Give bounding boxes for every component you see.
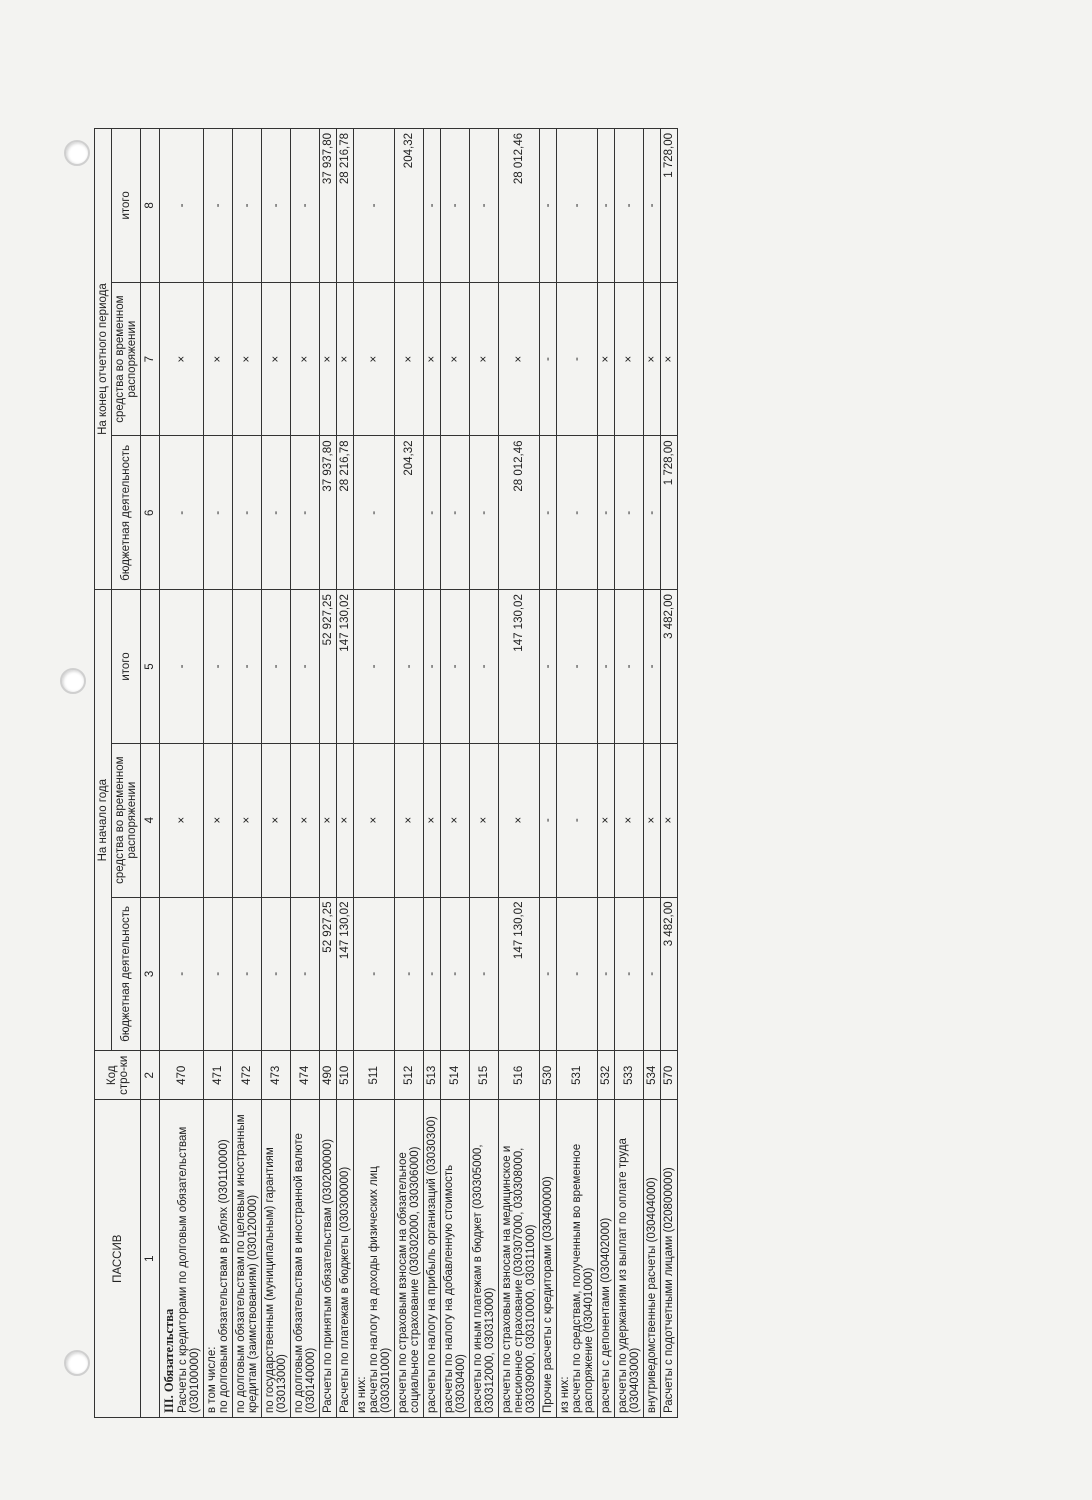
begin-total-cell: - bbox=[354, 590, 395, 744]
row-label bbox=[233, 1100, 262, 1418]
row-code: 470 bbox=[160, 1051, 204, 1100]
row-name: расчеты по налогу на доходы физических лиц (030301000) bbox=[368, 1166, 392, 1413]
begin-temp-cell: × bbox=[441, 743, 470, 897]
begin-temp-cell: × bbox=[233, 743, 262, 897]
row-code: 474 bbox=[291, 1051, 320, 1100]
end-budget-cell: - bbox=[160, 436, 204, 590]
table-row bbox=[204, 129, 233, 1418]
begin-temp-cell: × bbox=[204, 743, 233, 897]
row-name: по долговым обязательствам по целевым иностранным кредитам (заимствованиям) (030120000) bbox=[235, 1114, 259, 1413]
begin-budget-cell: - bbox=[233, 897, 262, 1051]
begin-budget-cell: - bbox=[615, 897, 644, 1051]
end-total-cell: - bbox=[262, 129, 291, 283]
end-temp-cell: × bbox=[262, 282, 291, 436]
row-name: расчеты по средствам, полученным во временное распоряжение (030401000) bbox=[571, 1143, 595, 1413]
row-code: 531 bbox=[557, 1051, 598, 1100]
row-name: расчеты по иным платежам в бюджет (030305000, 030312000, 030313000) bbox=[472, 1144, 496, 1413]
table-row bbox=[661, 129, 678, 1418]
begin-temp-cell: × bbox=[661, 743, 678, 897]
column-index: 4 bbox=[141, 743, 160, 897]
end-total-cell: - bbox=[204, 129, 233, 283]
section-title: III. Обязательства bbox=[162, 1308, 176, 1413]
liabilities-table bbox=[94, 128, 678, 1418]
begin-temp-cell: × bbox=[470, 743, 499, 897]
row-code: 513 bbox=[424, 1051, 441, 1100]
begin-total-cell: - bbox=[598, 590, 615, 744]
end-budget-cell: - bbox=[644, 436, 661, 590]
begin-temp-cell: × bbox=[644, 743, 661, 897]
row-prefix: в том числе: bbox=[206, 1346, 218, 1413]
row-code: 516 bbox=[499, 1051, 540, 1100]
row-code: 533 bbox=[615, 1051, 644, 1100]
row-label bbox=[615, 1100, 644, 1418]
begin-total-cell: - bbox=[204, 590, 233, 744]
end-temp-cell: × bbox=[320, 282, 337, 436]
row-name: по государственным (муниципальным) гарантиям (03013000) bbox=[264, 1147, 288, 1413]
row-label bbox=[499, 1100, 540, 1418]
column-index: 5 bbox=[141, 590, 160, 744]
end-total-cell: 37 937,80 bbox=[320, 129, 337, 283]
begin-temp-cell: × bbox=[262, 743, 291, 897]
table-row bbox=[598, 129, 615, 1418]
table-row bbox=[615, 129, 644, 1418]
end-temp-cell: × bbox=[470, 282, 499, 436]
table-row bbox=[262, 129, 291, 1418]
begin-budget-cell: - bbox=[424, 897, 441, 1051]
end-total-cell: - bbox=[540, 129, 557, 283]
end-temp-cell: × bbox=[337, 282, 354, 436]
end-total-cell: - bbox=[598, 129, 615, 283]
row-label bbox=[160, 1100, 204, 1418]
row-code: 511 bbox=[354, 1051, 395, 1100]
end-temp-cell: - bbox=[557, 282, 598, 436]
begin-total-cell: - bbox=[557, 590, 598, 744]
row-name: расчеты по налогу на прибыль организаций (03030300) bbox=[426, 1116, 438, 1413]
begin-temp-cell: - bbox=[557, 743, 598, 897]
end-total-cell: - bbox=[441, 129, 470, 283]
row-name: расчеты по страховым взносам на обязательное социальное страхование (030302000, 030306000) bbox=[397, 1146, 421, 1413]
table-row bbox=[499, 129, 540, 1418]
row-label bbox=[470, 1100, 499, 1418]
row-code: 512 bbox=[395, 1051, 424, 1100]
begin-total-cell: - bbox=[233, 590, 262, 744]
table-row bbox=[291, 129, 320, 1418]
row-label bbox=[204, 1100, 233, 1418]
begin-budget-cell: - bbox=[470, 897, 499, 1051]
table-row bbox=[557, 129, 598, 1418]
punch-hole bbox=[64, 1350, 90, 1376]
begin-total-cell: - bbox=[615, 590, 644, 744]
end-temp-cell: × bbox=[661, 282, 678, 436]
column-index: 1 bbox=[141, 1100, 160, 1418]
begin-temp-cell: × bbox=[395, 743, 424, 897]
row-name: расчеты с депонентами (030402000) bbox=[600, 1217, 612, 1413]
end-budget-cell: - bbox=[615, 436, 644, 590]
row-code: 472 bbox=[233, 1051, 262, 1100]
end-temp-cell: × bbox=[441, 282, 470, 436]
end-temp-cell: × bbox=[598, 282, 615, 436]
end-budget-cell: 28 012,46 bbox=[499, 436, 540, 590]
row-name: Расчеты с подотчетными лицами (020800000) bbox=[663, 1167, 675, 1413]
begin-temp-cell: × bbox=[615, 743, 644, 897]
row-label bbox=[441, 1100, 470, 1418]
end-total-cell: - bbox=[615, 129, 644, 283]
table-row bbox=[354, 129, 395, 1418]
begin-budget-cell: - bbox=[540, 897, 557, 1051]
row-label bbox=[337, 1100, 354, 1418]
header-temp: средства во временном распоряжении bbox=[112, 743, 141, 897]
begin-temp-cell: × bbox=[291, 743, 320, 897]
begin-temp-cell: × bbox=[320, 743, 337, 897]
end-temp-cell: × bbox=[233, 282, 262, 436]
end-temp-cell: × bbox=[354, 282, 395, 436]
end-temp-cell: - bbox=[540, 282, 557, 436]
row-label bbox=[557, 1100, 598, 1418]
row-name: расчеты по налогу на добавленную стоимость (03030400) bbox=[443, 1164, 467, 1413]
end-temp-cell: × bbox=[204, 282, 233, 436]
end-total-cell: - bbox=[233, 129, 262, 283]
begin-temp-cell: - bbox=[540, 743, 557, 897]
row-name: Расчеты с кредиторами по долговым обязательствам (030100000) bbox=[177, 1126, 201, 1413]
end-total-cell: 1 728,00 bbox=[661, 129, 678, 283]
begin-budget-cell: 3 482,00 bbox=[661, 897, 678, 1051]
begin-budget-cell: - bbox=[395, 897, 424, 1051]
end-budget-cell: - bbox=[354, 436, 395, 590]
header-begin-year: На начало года bbox=[95, 590, 112, 1051]
table-row bbox=[540, 129, 557, 1418]
row-label bbox=[540, 1100, 557, 1418]
column-index: 2 bbox=[141, 1051, 160, 1100]
row-prefix: из них: bbox=[559, 1376, 571, 1413]
end-total-cell: - bbox=[354, 129, 395, 283]
end-budget-cell: - bbox=[598, 436, 615, 590]
row-label bbox=[661, 1100, 678, 1418]
row-code: 514 bbox=[441, 1051, 470, 1100]
begin-budget-cell: - bbox=[204, 897, 233, 1051]
row-code: 534 bbox=[644, 1051, 661, 1100]
begin-total-cell: 3 482,00 bbox=[661, 590, 678, 744]
begin-budget-cell: - bbox=[598, 897, 615, 1051]
end-budget-cell: - bbox=[204, 436, 233, 590]
end-budget-cell: - bbox=[291, 436, 320, 590]
begin-total-cell: - bbox=[470, 590, 499, 744]
column-index: 3 bbox=[141, 897, 160, 1051]
row-code: 490 bbox=[320, 1051, 337, 1100]
begin-temp-cell: × bbox=[354, 743, 395, 897]
begin-total-cell: - bbox=[441, 590, 470, 744]
begin-temp-cell: × bbox=[598, 743, 615, 897]
table-row bbox=[470, 129, 499, 1418]
end-budget-cell: - bbox=[470, 436, 499, 590]
begin-budget-cell: - bbox=[354, 897, 395, 1051]
begin-total-cell: - bbox=[262, 590, 291, 744]
end-total-cell: - bbox=[644, 129, 661, 283]
end-temp-cell: × bbox=[160, 282, 204, 436]
row-name: по долговым обязательствам в иностранной валюте (030140000) bbox=[293, 1133, 317, 1413]
begin-budget-cell: 147 130,02 bbox=[337, 897, 354, 1051]
row-code: 471 bbox=[204, 1051, 233, 1100]
row-label bbox=[291, 1100, 320, 1418]
row-label bbox=[320, 1100, 337, 1418]
row-name: по долговым обязательствам в рублях (030110000) bbox=[218, 1139, 230, 1413]
end-budget-cell: - bbox=[557, 436, 598, 590]
end-total-cell: 28 216,78 bbox=[337, 129, 354, 283]
end-budget-cell: 204,32 bbox=[395, 436, 424, 590]
begin-total-cell: 147 130,02 bbox=[499, 590, 540, 744]
row-code: 515 bbox=[470, 1051, 499, 1100]
header-name: ПАССИВ bbox=[95, 1100, 141, 1418]
begin-budget-cell: - bbox=[441, 897, 470, 1051]
header-budget: бюджетная деятельность bbox=[112, 897, 141, 1051]
begin-total-cell: - bbox=[160, 590, 204, 744]
header-code: Код стро-ки bbox=[95, 1051, 141, 1100]
row-name: Расчеты по платежам в бюджеты (030300000) bbox=[339, 1166, 351, 1413]
begin-budget-cell: 147 130,02 bbox=[499, 897, 540, 1051]
row-code: 530 bbox=[540, 1051, 557, 1100]
end-budget-cell: 37 937,80 bbox=[320, 436, 337, 590]
table-row bbox=[233, 129, 262, 1418]
end-temp-cell: × bbox=[291, 282, 320, 436]
begin-total-cell: - bbox=[395, 590, 424, 744]
row-name: расчеты по удержаниям из выплат по оплате труда (030403000) bbox=[617, 1138, 641, 1413]
begin-total-cell: - bbox=[291, 590, 320, 744]
row-prefix: из них: bbox=[356, 1376, 368, 1413]
end-total-cell: - bbox=[291, 129, 320, 283]
end-budget-cell: 28 216,78 bbox=[337, 436, 354, 590]
end-temp-cell: × bbox=[615, 282, 644, 436]
end-total-cell: - bbox=[160, 129, 204, 283]
column-index: 6 bbox=[141, 436, 160, 590]
begin-budget-cell: - bbox=[557, 897, 598, 1051]
header-budget: бюджетная деятельность bbox=[112, 436, 141, 590]
begin-budget-cell: 52 927,25 bbox=[320, 897, 337, 1051]
begin-total-cell: - bbox=[424, 590, 441, 744]
row-name: внутриведомственные расчеты (030404000) bbox=[646, 1177, 658, 1413]
row-name: Прочие расчеты с кредиторами (030400000) bbox=[542, 1176, 554, 1413]
column-index: 8 bbox=[141, 129, 160, 283]
begin-temp-cell: × bbox=[499, 743, 540, 897]
table-row bbox=[424, 129, 441, 1418]
row-label bbox=[354, 1100, 395, 1418]
end-budget-cell: - bbox=[262, 436, 291, 590]
table-row bbox=[644, 129, 661, 1418]
begin-total-cell: 52 927,25 bbox=[320, 590, 337, 744]
begin-temp-cell: × bbox=[424, 743, 441, 897]
begin-total-cell: - bbox=[540, 590, 557, 744]
row-label bbox=[395, 1100, 424, 1418]
row-label bbox=[424, 1100, 441, 1418]
end-total-cell: - bbox=[424, 129, 441, 283]
row-label bbox=[262, 1100, 291, 1418]
end-budget-cell: 1 728,00 bbox=[661, 436, 678, 590]
table-row bbox=[395, 129, 424, 1418]
rotated-table-wrapper bbox=[94, 133, 974, 1418]
end-temp-cell: × bbox=[395, 282, 424, 436]
end-total-cell: - bbox=[470, 129, 499, 283]
begin-budget-cell: - bbox=[160, 897, 204, 1051]
row-code: 570 bbox=[661, 1051, 678, 1100]
end-temp-cell: × bbox=[424, 282, 441, 436]
end-budget-cell: - bbox=[540, 436, 557, 590]
begin-total-cell: - bbox=[644, 590, 661, 744]
row-code: 473 bbox=[262, 1051, 291, 1100]
header-temp: средства во временном распоряжении bbox=[112, 282, 141, 436]
punch-hole bbox=[64, 140, 90, 166]
row-code: 532 bbox=[598, 1051, 615, 1100]
header-end-period: На конец отчетного периода bbox=[95, 129, 112, 590]
row-name: расчеты по страховым взносам на медицинское и пенсионное страхование (030307000, 030308000, 030309000, 030310000, 030311000) bbox=[501, 1145, 537, 1413]
table-row bbox=[160, 129, 204, 1418]
table-row bbox=[320, 129, 337, 1418]
begin-temp-cell: × bbox=[160, 743, 204, 897]
end-total-cell: - bbox=[557, 129, 598, 283]
table-row bbox=[441, 129, 470, 1418]
row-code: 510 bbox=[337, 1051, 354, 1100]
end-budget-cell: - bbox=[441, 436, 470, 590]
punch-hole bbox=[60, 668, 86, 694]
begin-budget-cell: - bbox=[644, 897, 661, 1051]
begin-budget-cell: - bbox=[262, 897, 291, 1051]
end-budget-cell: - bbox=[233, 436, 262, 590]
row-label bbox=[598, 1100, 615, 1418]
begin-total-cell: 147 130,02 bbox=[337, 590, 354, 744]
row-name: Расчеты по принятым обязательствам (030200000) bbox=[322, 1138, 334, 1413]
row-label bbox=[644, 1100, 661, 1418]
end-temp-cell: × bbox=[644, 282, 661, 436]
header-total: итого bbox=[112, 129, 141, 283]
end-total-cell: 204,32 bbox=[395, 129, 424, 283]
header-total: итого bbox=[112, 590, 141, 744]
end-total-cell: 28 012,46 bbox=[499, 129, 540, 283]
begin-temp-cell: × bbox=[337, 743, 354, 897]
begin-budget-cell: - bbox=[291, 897, 320, 1051]
end-temp-cell: × bbox=[499, 282, 540, 436]
table-row bbox=[337, 129, 354, 1418]
column-index: 7 bbox=[141, 282, 160, 436]
end-budget-cell: - bbox=[424, 436, 441, 590]
